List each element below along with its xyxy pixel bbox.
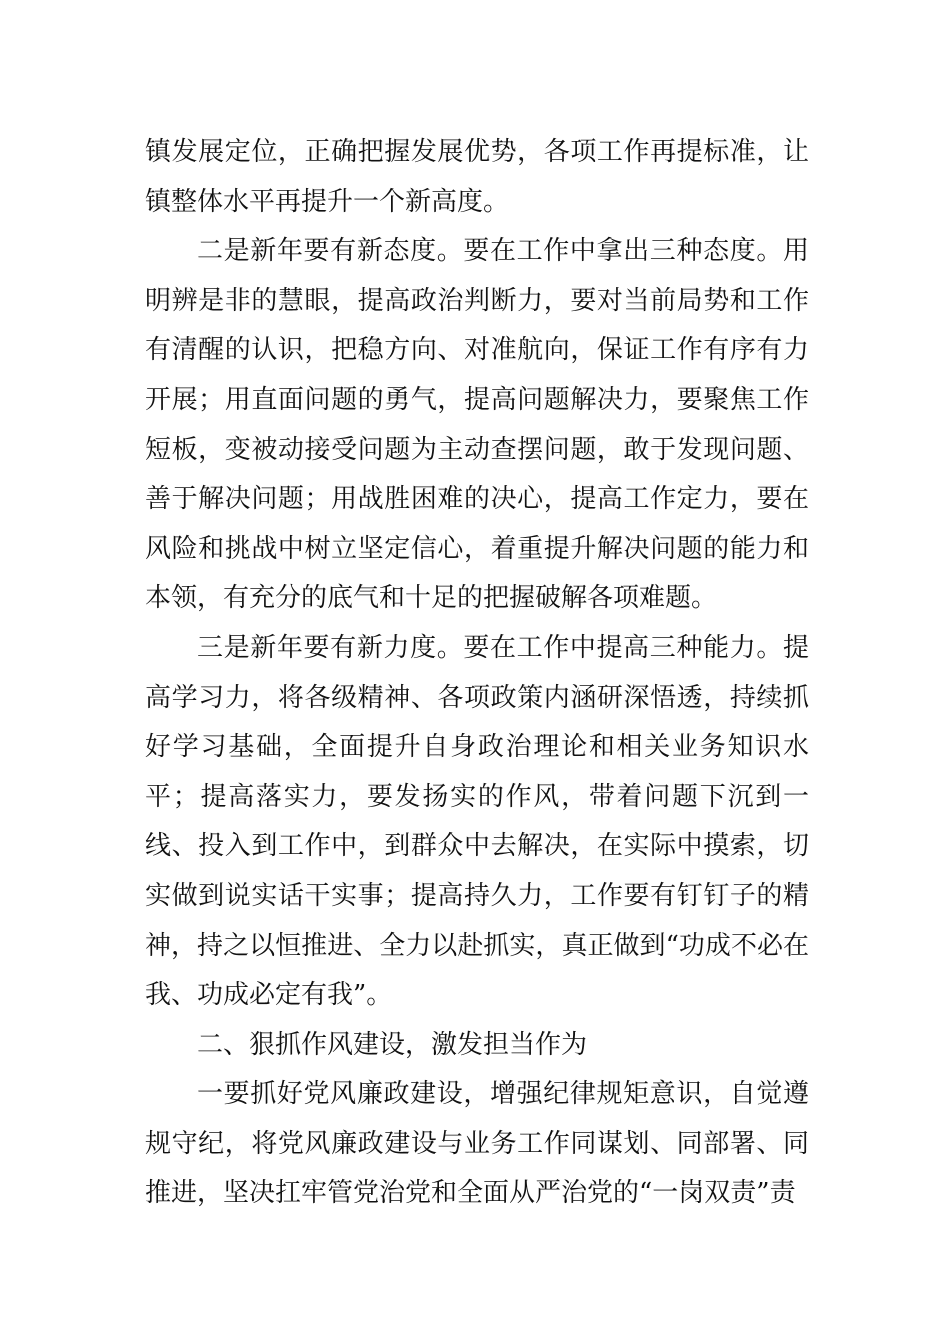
paragraph-3: 三是新年要有新力度。要在工作中提高三种能力。提高学习力，将各级精神、各项政策内涵研深悟透，持续抓好学习基础，全面提升自身政治理论和相关业务知识水平；提高落实力，要发扬实的作风，带着问题下沉到一线、投入到工作中，到群众中去解决，在实际中摸索，切实做到说实话干实事；提高持久力，工作要有钉钉子的精神，持之以恒推进、全力以赴抓实，真正做到“功成不必在我、功成必定有我”。 xyxy=(145,632,809,1011)
paragraph-2: 二是新年要有新态度。要在工作中拿出三种态度。用明辨是非的慧眼，提高政治判断力，要对当前局势和工作有清醒的认识，把稳方向、对准航向，保证工作有序有力开展；用直面问题的勇气，提高问题解决力，要聚焦工作短板，变被动接受问题为主动查摆问题，敢于发现问题、善于解决问题；用战胜困难的决心，提高工作定力，要在风险和挑战中树立坚定信心，着重提升解决问题的能力和本领，有充分的底气和十足的把握破解各项难题。 xyxy=(145,236,809,614)
document-body xyxy=(145,128,809,1219)
section-heading: 二、狠抓作风建设，激发担当作为 xyxy=(197,1029,588,1060)
paragraph-4: 一要抓好党风廉政建设，增强纪律规矩意识，自觉遵规守纪，将党风廉政建设与业务工作同谋划、同部署、同推进，坚决扛牢管党治党和全面从严治党的“一岗双责”责 xyxy=(145,1079,809,1209)
paragraph-1: 镇发展定位，正确把握发展优势，各项工作再提标准，让镇整体水平再提升一个新高度。 xyxy=(145,137,809,217)
